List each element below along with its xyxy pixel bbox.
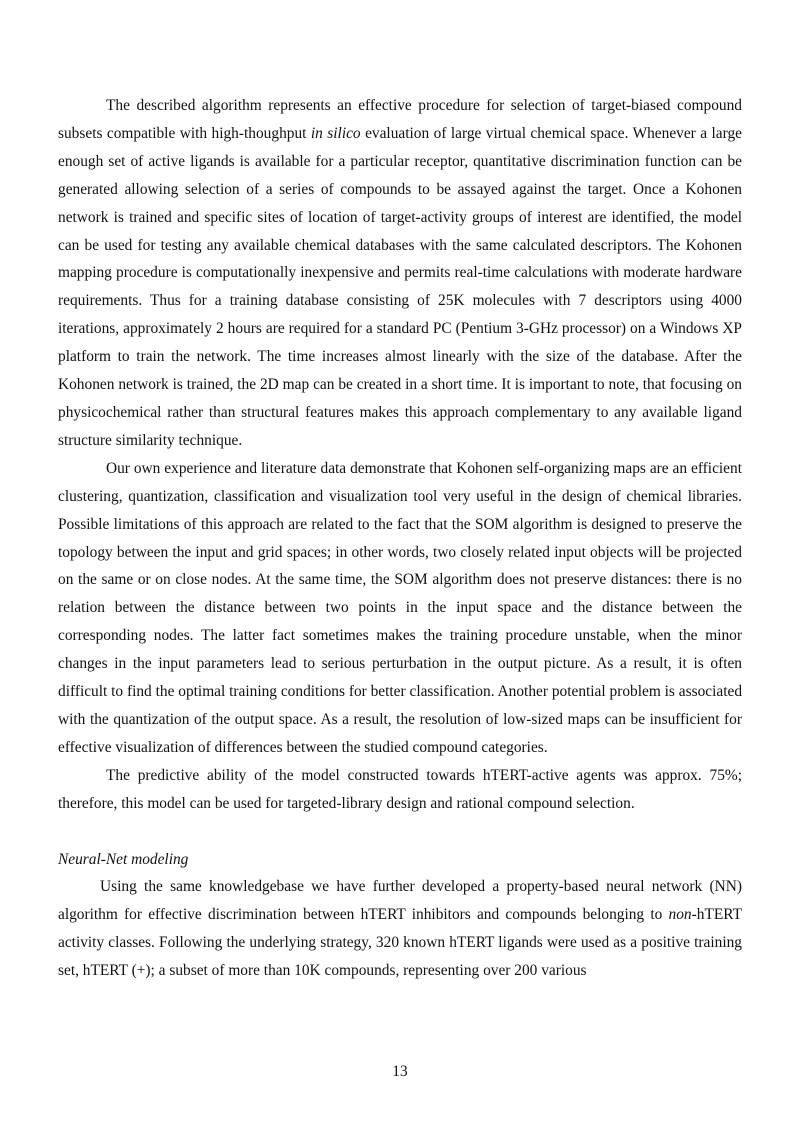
italic-term: in silico	[310, 124, 361, 142]
italic-term: non-	[668, 906, 697, 924]
document-body	[58, 92, 742, 985]
section-heading: Neural-Net modeling	[58, 850, 189, 868]
paragraph-text: hTERT activity classes. Following the underlying strategy, 320 known hTERT ligands were used as a positive training set, hTERT (+); a subset of more than 10K compounds, representing over 200 various	[58, 906, 742, 980]
paragraph-predictive-ability: The predictive ability of the model constructed towards hTERT-active agents was approx. 75%; therefore, this model can be used for targeted-library design and rational compound selection.	[58, 766, 742, 812]
paragraph-algorithm-summary	[58, 92, 742, 455]
paragraph-text: evaluation of large virtual chemical space. Whenever a large enough set of active ligands is available for a particular receptor, quantitative discrimination function can be generated allowing selection of a series of compounds to be assayed against the target. Once a Kohonen network is trained and specific sites of location of target-activity groups of interest are identified, the model can be used for testing any available chemical databases with the same calculated descriptors. The Kohonen mapping procedure is computationally inexpensive and permits real-time calculations with moderate hardware requirements. Thus for a training database consisting of 25K molecules with 7 descriptors using 4000 iterations, approximately 2 hours are required for a standard PC (Pentium 3-GHz processor) on a Windows XP platform to train the network. The time increases almost linearly with the size of the database. After the Kohonen network is trained, the 2D map can be created in a short time. It is important to note, that focusing on physicochemical rather than structural features makes this approach complementary to any available ligand structure similarity technique.	[58, 124, 742, 449]
paragraph-som-limitations: Our own experience and literature data demonstrate that Kohonen self-organizing maps are an efficient clustering, quantization, classification and visualization tool very useful in the design of chemical libraries. Possible limitations of this approach are related to the fact that the SOM algorithm is designed to preserve the topology between the input and grid spaces; in other words, two closely related input objects will be projected on the same or on close nodes. At the same time, the SOM algorithm does not preserve distances: there is no relation between the distance between two points in the input space and the distance between the corresponding nodes. The latter fact sometimes makes the training procedure unstable, when the minor changes in the input parameters lead to serious perturbation in the output picture. As a result, it is often difficult to find the optimal training conditions for better classification. Another potential problem is associated with the quantization of the output space. As a result, the resolution of low-sized maps can be insufficient for effective visualization of differences between the studied compound categories.	[58, 459, 743, 756]
paragraph-neural-net	[58, 873, 742, 985]
page-number: 13	[392, 1063, 408, 1080]
paragraph-text: The described algorithm represents an effective procedure for selection of target-biased compound subsets compatible with high-thoughput	[58, 97, 742, 142]
paragraph-text: Using the same knowledgebase we have further developed a property-based neural network (NN) algorithm for effective discrimination between hTERT inhibitors and compounds belonging to	[58, 878, 742, 924]
